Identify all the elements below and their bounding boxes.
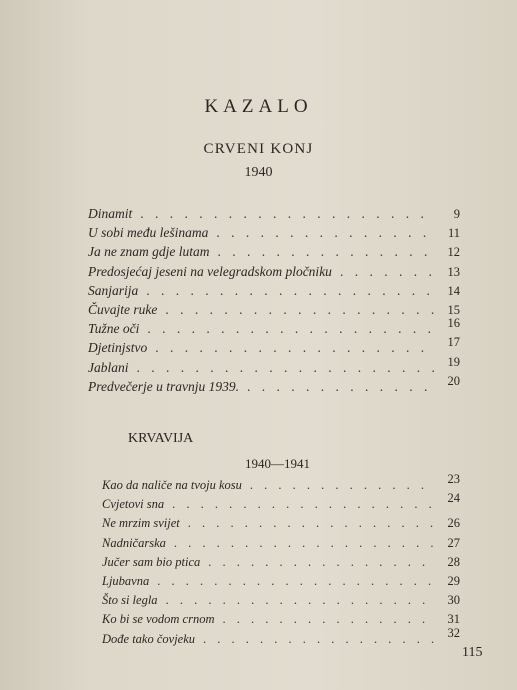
entry-title: U sobi među lešinama — [88, 225, 209, 241]
leader-dots — [147, 321, 436, 337]
toc-entry — [102, 555, 460, 574]
section-years: 1940—1941 — [245, 456, 310, 471]
entry-title: Predvečerje u travnju 1939. — [88, 378, 239, 394]
entry-title: Dođe tako čovjeku — [102, 631, 196, 646]
entry-title: Čuvajte ruke — [88, 301, 158, 317]
leader-dots — [166, 593, 436, 608]
entry-title: Ja ne znam gdje lutam — [88, 244, 210, 260]
entry-page: 17 — [447, 335, 460, 350]
entry-page: 32 — [447, 625, 460, 640]
leader-dots — [146, 283, 436, 299]
toc-entry — [88, 225, 460, 244]
entry-title: Cvjetovi sna — [102, 497, 165, 512]
toc-entry — [88, 283, 460, 302]
entry-page: 23 — [447, 472, 460, 486]
leader-dots — [223, 612, 437, 627]
toc-list — [88, 206, 460, 398]
toc-entry — [88, 264, 460, 283]
leader-dots — [217, 244, 436, 260]
leader-dots — [188, 516, 436, 531]
entry-title: Jučer sam bio ptica — [102, 554, 201, 569]
entry-page: 30 — [447, 593, 460, 608]
toc-entry — [102, 491, 460, 516]
leader-dots — [140, 206, 436, 222]
entry-title: Što si legla — [102, 593, 158, 608]
entry-page: 31 — [447, 612, 460, 627]
entry-title: Djetinjstvo — [88, 340, 148, 356]
entry-title: Ko bi se vodom crnom — [102, 612, 215, 627]
toc-entry — [102, 472, 460, 497]
entry-page: 19 — [447, 354, 460, 369]
entry-title: Sanjarija — [88, 282, 139, 298]
leader-dots — [155, 340, 436, 356]
leader-dots — [172, 497, 436, 512]
entry-title: Nadničarska — [102, 535, 166, 550]
entry-title: Dinamit — [88, 206, 133, 221]
toc-entry — [88, 335, 460, 359]
toc-entry — [102, 625, 460, 651]
leader-dots — [247, 379, 436, 395]
entry-title: Kao da naliče na tvoju kosu — [102, 478, 242, 492]
toc-entry — [102, 612, 460, 631]
entry-page: 12 — [447, 245, 460, 260]
leader-dots — [165, 302, 436, 318]
toc-entry — [102, 516, 460, 535]
leader-dots — [203, 632, 436, 647]
entry-page: 27 — [447, 535, 460, 550]
entry-page: 26 — [447, 516, 460, 531]
entry-page: 14 — [447, 283, 460, 298]
leader-dots — [250, 478, 436, 493]
entry-title: Ljubavna — [102, 573, 150, 588]
page-number: 115 — [462, 645, 483, 660]
toc-entry — [88, 373, 460, 398]
leader-dots — [174, 536, 436, 551]
entry-page: 28 — [447, 554, 460, 569]
leader-dots — [208, 555, 436, 570]
toc-list — [102, 472, 460, 651]
page-title: KAZALO — [204, 96, 313, 117]
toc-entry — [88, 206, 460, 225]
leader-dots — [157, 574, 436, 589]
entry-title: Predosjećaj jeseni na velegradskom pločniku — [88, 263, 332, 279]
leader-dots — [340, 264, 436, 280]
toc-entry — [88, 302, 460, 321]
entry-page: 16 — [447, 316, 460, 331]
leader-dots — [216, 225, 436, 241]
toc-entry — [88, 354, 460, 379]
toc-entry — [88, 316, 460, 340]
entry-page: 9 — [453, 207, 460, 221]
entry-page: 20 — [447, 373, 460, 388]
entry-title: Ne mrzim svijet — [102, 516, 180, 531]
entry-title: Jablani — [88, 359, 129, 375]
entry-title: Tužne oči — [88, 321, 140, 337]
leader-dots — [137, 360, 437, 376]
entry-page: 11 — [447, 226, 460, 241]
section-title: KRVAVIJA — [128, 431, 194, 446]
toc-entry — [102, 536, 460, 555]
entry-page: 29 — [447, 573, 460, 588]
entry-page: 24 — [447, 491, 460, 506]
entry-page: 15 — [447, 302, 460, 317]
entry-page: 13 — [447, 264, 460, 279]
section-years: 1940 — [244, 165, 273, 180]
section-title: CRVENI KONJ — [203, 141, 314, 157]
toc-entry — [102, 593, 460, 612]
toc-entry — [88, 244, 460, 263]
toc-entry — [102, 574, 460, 593]
